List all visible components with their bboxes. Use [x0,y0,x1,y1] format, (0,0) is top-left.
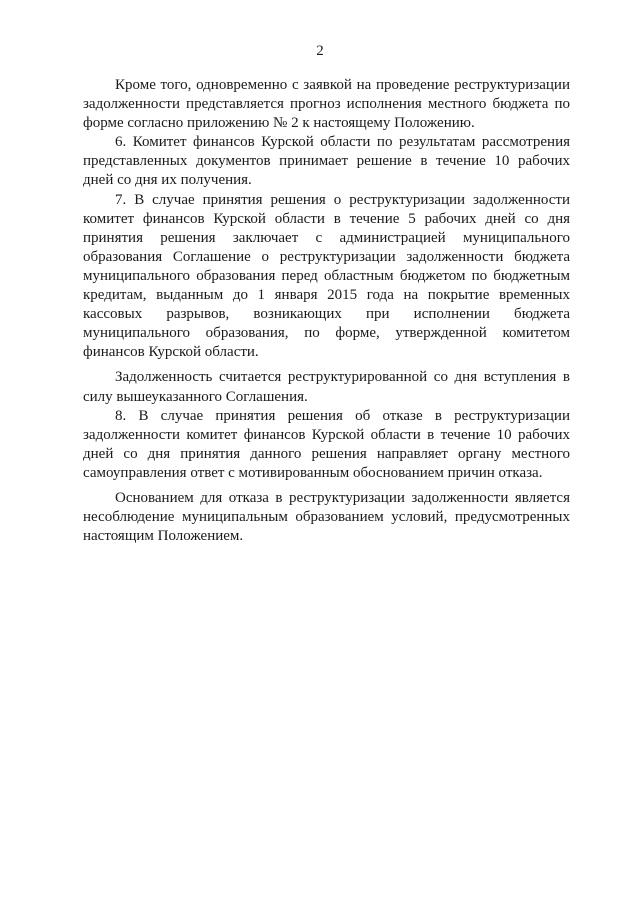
paragraph-item-8: 8. В случае принятия решения об отказе в реструктуризации задолженности комитет финансов Курской области в течение 10 рабочих дней со дня принятия данного решения направляет органу местного самоуправления ответ с мотивированным обоснованием причин отказа. [83,407,570,481]
paragraph-forecast: Кроме того, одновременно с заявкой на проведение реструктуризации задолженности представляется прогноз исполнения местного бюджета по форме согласно приложению № 2 к настоящему Положению. [83,77,570,132]
paragraph-item-7: 7. В случае принятия решения о реструктуризации задолженности комитет финансов Курской области в течение 5 рабочих дней со дня принятия решения заключает с администрацией муниципального образования Соглашение о реструктуризации задолженности бюджета муниципального образования перед областным бюджетом по бюджетным кредитам, выданным до 1 января 2015 года на покрытие временных кассовых разрывов, возникающих при исполнении бюджета муниципального образования, по форме, утвержденной комитетом финансов Курской области. [83,191,570,361]
page-number: 2 [316,43,324,59]
paragraph-refusal-grounds: Основанием для отказа в реструктуризации задолженности является несоблюдение муниципальным образованием условий, предусмотренных настоящим Положением. [83,489,570,545]
paragraph-restructured-debt: Задолженность считается реструктурированной со дня вступления в силу вышеуказанного Соглашения. [83,369,570,405]
document-body [83,76,570,546]
paragraph-item-6: 6. Комитет финансов Курской области по результатам рассмотрения представленных документов принимает решение в течение 10 рабочих дней со дня их получения. [83,134,570,189]
